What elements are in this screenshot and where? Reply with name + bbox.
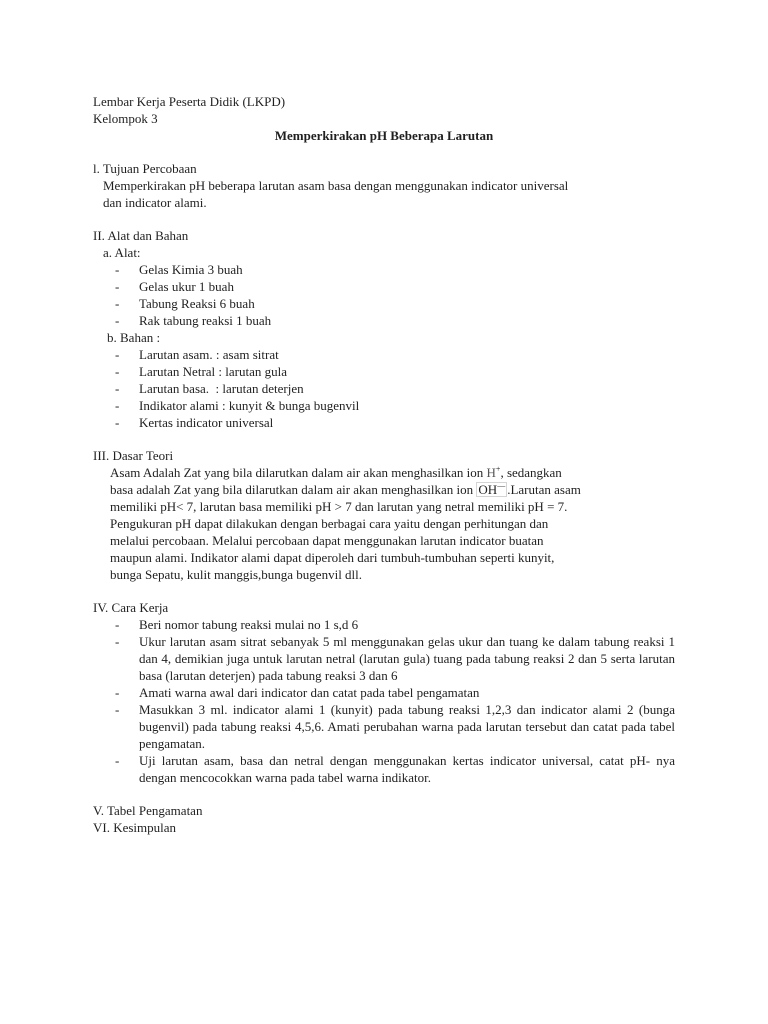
ion-symbol-text: OH bbox=[478, 482, 498, 497]
ion-charge: + bbox=[495, 464, 501, 474]
list-item bbox=[93, 363, 675, 380]
text-span: basa adalah Zat yang bila dilarutkan dalam air akan menghasilkan ion bbox=[110, 482, 477, 497]
section-heading: IV. Cara Kerja bbox=[93, 600, 169, 615]
list-item-text: Larutan Netral : larutan gula bbox=[139, 364, 287, 379]
bullet-dash: - bbox=[115, 398, 120, 413]
bullet-dash: - bbox=[115, 381, 120, 396]
section-cara-kerja bbox=[93, 599, 675, 786]
sublist-label: a. Alat: bbox=[103, 245, 141, 260]
bullet-dash: - bbox=[115, 685, 120, 700]
list-item bbox=[93, 261, 675, 278]
list-item bbox=[93, 346, 675, 363]
bullet-dash: - bbox=[115, 347, 120, 362]
list-item bbox=[93, 295, 675, 312]
section-heading: II. Alat dan Bahan bbox=[93, 228, 189, 243]
bullet-dash: - bbox=[115, 364, 120, 379]
section-heading-kesimpulan: VI. Kesimpulan bbox=[93, 820, 177, 835]
section-tujuan bbox=[93, 160, 675, 211]
list-item-text: Larutan asam. : asam sitrat bbox=[139, 347, 279, 362]
ion-symbol: H bbox=[486, 465, 496, 480]
bullet-dash: - bbox=[115, 296, 120, 311]
paragraph-line bbox=[93, 464, 675, 481]
paragraph-line: melalui percobaan. Melalui percobaan dapat menggunakan larutan indicator buatan bbox=[110, 533, 544, 548]
list-item-text: Larutan basa. : larutan deterjen bbox=[139, 381, 304, 396]
paragraph-line: memiliki pH< 7, larutan basa memiliki pH > 7 dan larutan yang netral memiliki pH = 7. bbox=[110, 499, 568, 514]
section-heading: l. Tujuan Percobaan bbox=[93, 161, 197, 176]
ion-symbol bbox=[476, 482, 507, 497]
list-item bbox=[93, 616, 675, 633]
list-item-text: Gelas ukur 1 buah bbox=[139, 279, 234, 294]
ion-charge: — bbox=[497, 481, 506, 491]
bullet-dash: - bbox=[115, 702, 120, 717]
bullet-dash: - bbox=[115, 634, 120, 649]
list-item-text: Tabung Reaksi 6 buah bbox=[139, 296, 255, 311]
list-item bbox=[93, 414, 675, 431]
text-span: , sedangkan bbox=[500, 465, 562, 480]
list-item-text: Beri nomor tabung reaksi mulai no 1 s,d 6 bbox=[139, 617, 359, 632]
bullet-dash: - bbox=[115, 753, 120, 768]
section-alat-bahan bbox=[93, 227, 675, 431]
list-item-text: Amati warna awal dari indicator dan catat pada tabel pengamatan bbox=[139, 685, 480, 700]
paragraph-line: Pengukuran pH dapat dilakukan dengan berbagai cara yaitu dengan perhitungan dan bbox=[110, 516, 549, 531]
bullet-dash: - bbox=[115, 279, 120, 294]
list-item bbox=[93, 312, 675, 329]
section-heading-tabel: V. Tabel Pengamatan bbox=[93, 803, 203, 818]
list-item-text: Kertas indicator universal bbox=[139, 415, 274, 430]
list-item bbox=[93, 684, 675, 701]
list-item bbox=[93, 380, 675, 397]
text-span: .Larutan asam bbox=[507, 482, 581, 497]
list-item-text: Rak tabung reaksi 1 buah bbox=[139, 313, 272, 328]
paragraph-line: dan indicator alami. bbox=[103, 195, 207, 210]
text-span: Asam Adalah Zat yang bila dilarutkan dalam air akan menghasilkan ion bbox=[110, 465, 487, 480]
paragraph-line: Memperkirakan pH beberapa larutan asam basa dengan menggunakan indicator universal bbox=[103, 178, 569, 193]
list-item bbox=[93, 701, 675, 752]
list-item-text: Indikator alami : kunyit & bunga bugenvil bbox=[139, 398, 360, 413]
list-item bbox=[93, 633, 675, 684]
list-item bbox=[93, 397, 675, 414]
bullet-dash: - bbox=[115, 415, 120, 430]
list-item-text: Ukur larutan asam sitrat sebanyak 5 ml menggunakan gelas ukur dan tuang ke dalam tabung reaksi 1 dan 4, demikian juga untuk larutan netral (larutan gula) tuang pada tabung reaksi 2 dan 5 serta larutan basa (larutan deterjen) pada tabung reaksi 3 dan 6 bbox=[139, 634, 675, 683]
list-item bbox=[93, 278, 675, 295]
doc-title: Memperkirakan pH Beberapa Larutan bbox=[274, 128, 494, 143]
doc-header-line2: Kelompok 3 bbox=[93, 111, 158, 126]
list-item-text: Uji larutan asam, basa dan netral dengan menggunakan kertas indicator universal, catat pH- nya dengan mencocokkan warna pada tabel warna indikator. bbox=[139, 753, 675, 785]
section-dasar-teori bbox=[93, 447, 675, 583]
bullet-dash: - bbox=[115, 617, 120, 632]
section-heading: III. Dasar Teori bbox=[93, 448, 174, 463]
document-page bbox=[93, 93, 675, 836]
bullet-dash: - bbox=[115, 262, 120, 277]
list-item bbox=[93, 752, 675, 786]
paragraph-line: maupun alami. Indikator alami dapat diperoleh dari tumbuh-tumbuhan seperti kunyit, bbox=[110, 550, 555, 565]
paragraph-line bbox=[93, 481, 675, 498]
list-item-text: Gelas Kimia 3 buah bbox=[139, 262, 243, 277]
sublist-label: b. Bahan : bbox=[107, 330, 161, 345]
paragraph-line: bunga Sepatu, kulit manggis,bunga bugenvil dll. bbox=[110, 567, 363, 582]
bullet-dash: - bbox=[115, 313, 120, 328]
list-item-text: Masukkan 3 ml. indicator alami 1 (kunyit) pada tabung reaksi 1,2,3 dan indicator alami 2 (bunga bugenvil) pada tabung reaksi 4,5,6. Amati perubahan warna pada larutan tersebut dan catat pada tabel pengamatan. bbox=[139, 702, 675, 751]
doc-header-line1: Lembar Kerja Peserta Didik (LKPD) bbox=[93, 94, 286, 109]
